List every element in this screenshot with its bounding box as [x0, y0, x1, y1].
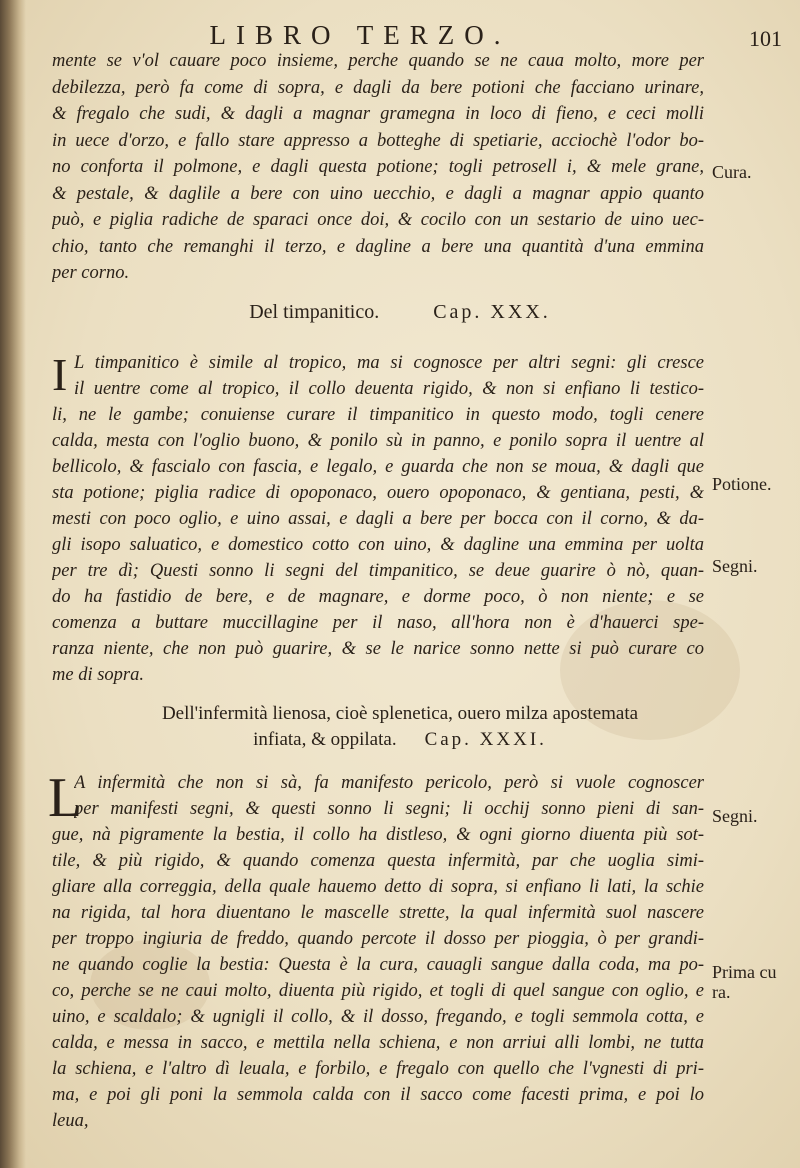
chapter-31-title: infiata, & oppilata.: [253, 729, 397, 750]
text-line: comenza a buttare muccillagine per il naso, all'hora non è d'hauerci spe-: [52, 613, 704, 633]
text-line: do ha fastidio de bere, e de magnare, e dorme poco, ò non niente; e se: [52, 587, 704, 607]
text-line: il uentre come al tropico, il collo deuenta rigido, & non si enfiano li testico-: [74, 379, 704, 399]
text-line: me di sopra.: [52, 665, 144, 685]
margin-note-segni: Segni.: [712, 556, 758, 576]
text-line: leua,: [52, 1111, 89, 1131]
text-line: per manifesti segni, & questi sonno li segni; li occhij sonno pieni di san-: [74, 799, 704, 819]
text-line: sta potione; piglia radice di opoponaco, ouero opoponaco, & gentiana, pesti, &: [52, 483, 704, 503]
chapter-30-number: Cap. XXX.: [433, 301, 551, 323]
text-line: mente se v'ol cauare poco insieme, perche quando se ne caua molto, more per: [52, 51, 704, 71]
text-line: gli isopo saluatico, e domestico cotto con uino, & dagline una emmina per uolta: [52, 535, 704, 555]
drop-cap-i: I: [52, 349, 68, 400]
text-line: mesti con poco oglio, e uino assai, e dagli a bere per bocca con il corno, & da-: [52, 509, 704, 529]
margin-note-cura: Cura.: [712, 162, 752, 182]
text-line: tile, & più rigido, & quando comenza questa infermità, par che uoglia simi-: [52, 851, 704, 871]
text-line: può, e piglia radiche de sparaci once doi, & cocilo con un sestario de uino uec-: [52, 210, 704, 230]
text-line: ne quando coglie la bestia: Questa è la cura, cauagli sangue dalla coda, ma po-: [52, 955, 704, 975]
chapter-30-heading: [0, 300, 800, 324]
text-line: li, ne le gambe; conuiense curare il timpanitico in questo modo, togli cenere: [52, 405, 704, 425]
text-line: per tre dì; Questi sonno li segni del timpanitico, se deue guarire ò nò, quan-: [52, 561, 704, 581]
chapter-31-number: Cap. XXXI.: [424, 729, 547, 750]
text-line: per troppo ingiuria de freddo, quando percote il dosso per pioggia, ò per grandi-: [52, 929, 704, 949]
text-line: no conforta il polmone, e dagli questa potione; togli petrosell i, & mele grane,: [52, 157, 704, 177]
text-line: calda, e messa in sacco, e mettila nella schiena, e non arriui alli lombi, ne tutta: [52, 1033, 704, 1053]
chapter-31-heading-line-1: Dell'infermità lienosa, cioè splenetica, ouero milza apostemata: [161, 703, 639, 724]
text-line: chio, tanto che remanghi il terzo, e dagline a bere una quantità d'una emmina: [52, 236, 704, 257]
text-line: & pestale, & daglile a bere con uino uecchio, e dagli a magnar appio quanto: [52, 183, 704, 204]
drop-cap-l: L: [48, 767, 83, 829]
text-line: la schiena, e l'altro dì leuala, e forbilo, e fregalo con quello che l'vgnesti di pri-: [52, 1059, 704, 1079]
chapter-30-title: Del timpanitico.: [249, 301, 380, 323]
text-line: per corno.: [52, 263, 130, 283]
text-line: na rigida, tal hora diuentano le mascelle strette, la qual infermità suol nascere: [52, 903, 704, 923]
text-line: uino, e scaldalo; & ugnigli il collo, & il dosso, fregando, e togli semmola cotta, e: [52, 1007, 704, 1027]
margin-note-potione: Potione.: [712, 474, 772, 494]
text-line: gliare alla correggia, della quale hauemo detto di sopra, si enfiano li lati, la schie: [52, 877, 704, 897]
running-title: LIBRO TERZO.: [209, 20, 511, 50]
text-line: ranza niente, che non può guarire, & se le narice sonno nette si può curare co: [52, 639, 704, 659]
text-line: bellicolo, & fascialo con fascia, e legalo, e guarda che non se moua, & dagli que: [52, 457, 704, 477]
margin-note-prima-cura: Prima cu: [712, 962, 777, 982]
text-line: L timpanitico è simile al tropico, ma si cognosce per altri segni: gli cresce: [74, 353, 704, 373]
binding-gutter: [0, 0, 26, 1168]
chapter-31-heading-line-2: [0, 728, 800, 752]
text-line: co, perche se ne caui molto, diuenta più rigido, et togli di quel sangue con oglio, e: [52, 981, 704, 1001]
text-line: ma, e poi gli poni la semmola calda con il sacco come facesti prima, e poi lo: [52, 1085, 704, 1105]
text-line: A infermità che non si sà, fa manifesto pericolo, però si vuole cognoscer: [74, 773, 704, 793]
folio-number: 101: [749, 26, 782, 51]
text-line: calda, mesta con l'oglio buono, & ponilo sù in panno, e ponilo sopra il uentre al: [52, 431, 704, 451]
margin-note-segni-2: Segni.: [712, 806, 758, 826]
text-line: gue, nà pigramente la bestia, il collo ha distleso, & ogni giorno diuenta più sot-: [52, 825, 704, 845]
text-line: & fregalo che sudi, & dagli a magnar gramegna in loco di fieno, e ceci molli: [52, 104, 704, 124]
text-line: in uece d'orzo, e fallo stare appresso a botteghe di spetiarie, acciochè l'odor bo-: [52, 130, 704, 151]
margin-note-prima-cura-2: ra.: [712, 982, 731, 1002]
text-line: debilezza, però fa come di sopra, e dagli da bere potioni che facciano urinare,: [52, 77, 704, 98]
